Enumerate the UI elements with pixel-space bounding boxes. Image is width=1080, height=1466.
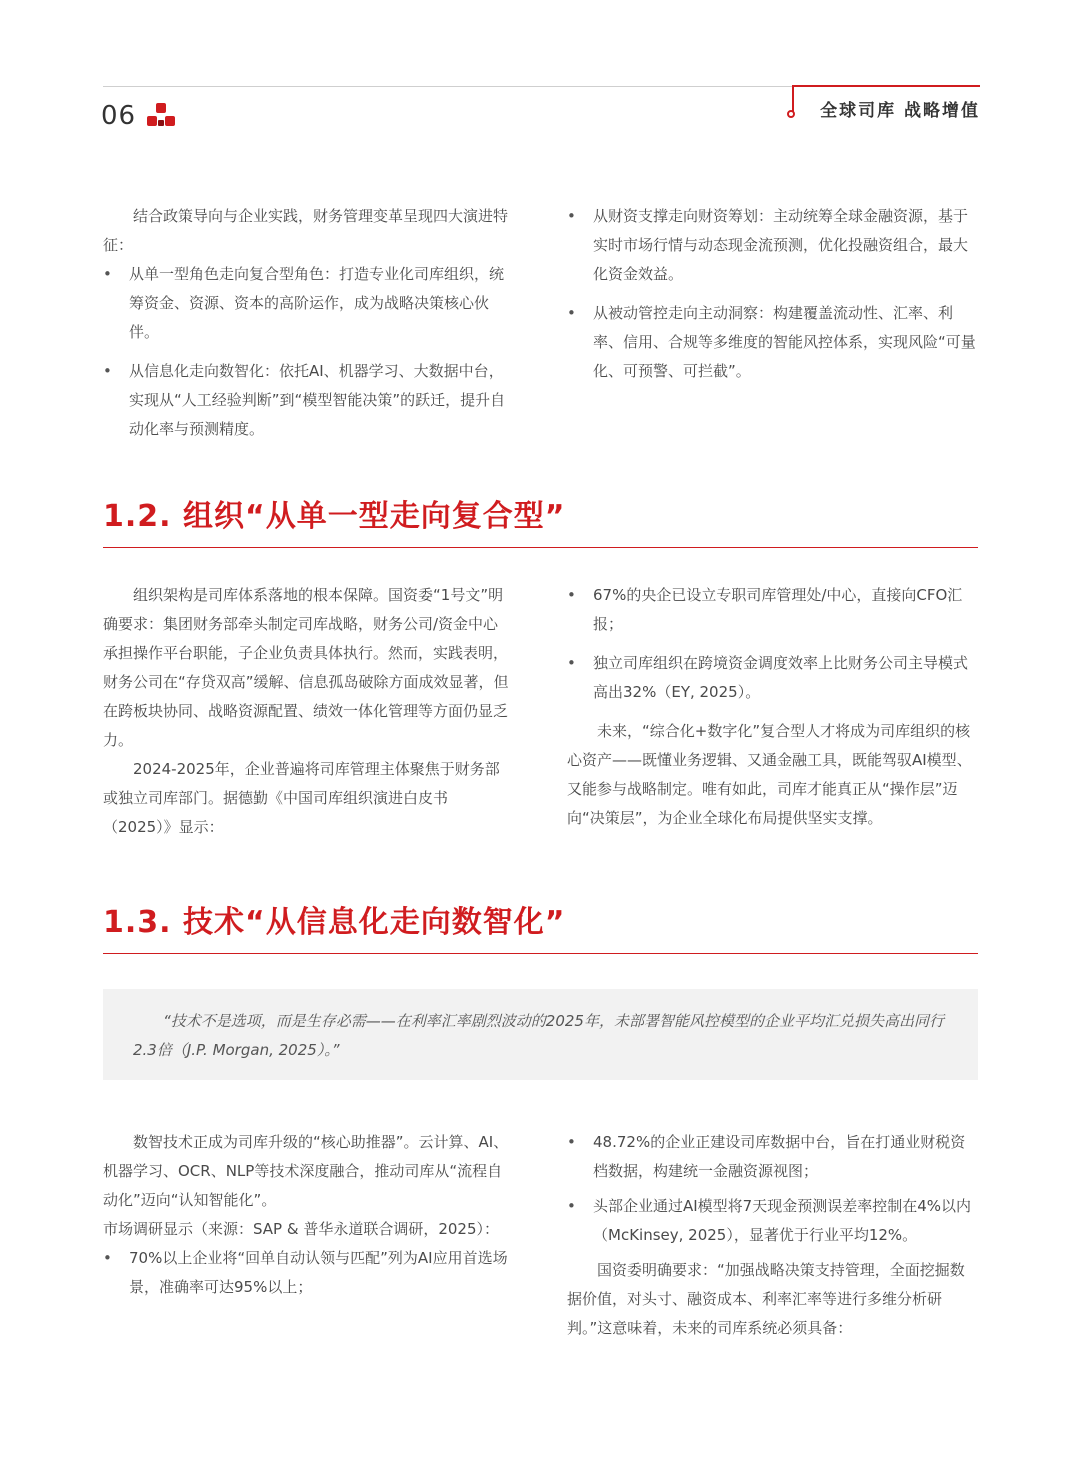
- section-title-1-2: 1.2. 组织“从单一型走向复合型”: [103, 499, 566, 534]
- paragraph: 数智技术正成为司库升级的“核心助推器”。云计算、AI、机器学习、OCR、NLP等技术深度融合，推动司库从“流程自动化”迈向“认知智能化”。: [103, 1133, 509, 1209]
- list-item: • 67%的央企已设立专职司库管理处/中心，直接向CFO汇报；: [567, 581, 979, 639]
- list-item: • 从信息化走向数智化：依托AI、机器学习、大数据中台，实现从“人工经验判断”到“模型智能决策”的跃迁，提升自动化率与预测精度。: [103, 357, 513, 444]
- list-item: • 从财资支撑走向财资筹划：主动统筹全球金融资源，基于实时市场行情与动态现金流预测，优化投融资组合，最大化资金效益。: [567, 202, 979, 289]
- section-1-2-left-column: [103, 581, 513, 842]
- paragraph: 未来，“综合化+数字化”复合型人才将成为司库组织的核心资产——既懂业务逻辑、又通金融工具，既能驾驭AI模型、又能参与战略制定。唯有如此，司库才能真正从“操作层”迈向“决策层”，为企业全球化布局提供坚实支撑。: [567, 722, 972, 827]
- header-bracket-dot: [787, 110, 795, 118]
- page-number: 06: [101, 101, 137, 131]
- section-1-3-left-column: [103, 1128, 513, 1302]
- section-title-1-3: 1.3. 技术“从信息化走向数智化”: [103, 905, 566, 940]
- section-rule: [103, 547, 978, 548]
- section-rule: [103, 953, 978, 954]
- survey-source: 市场调研显示（来源：SAP & 普华永道联合调研，2025）：: [103, 1220, 500, 1238]
- quote-text: “技术不是选项，而是生存必需——在利率汇率剧烈波动的2025年，未部署智能风控模型的企业平均汇兑损失高出同行2.3倍（J.P. Morgan, 2025）。”: [133, 1012, 944, 1059]
- header-title: 全球司库 战略增值: [820, 101, 980, 121]
- list-item: • 从单一型角色走向复合型角色：打造专业化司库组织，统筹资金、资源、资本的高阶运作，成为战略决策核心伙伴。: [103, 260, 513, 347]
- paragraph: 2024-2025年，企业普遍将司库管理主体聚焦于财务部或独立司库部门。据德勤《中国司库组织演进白皮书（2025）》显示：: [103, 760, 500, 836]
- quote-box: [103, 989, 978, 1080]
- list-item: • 从被动管控走向主动洞察：构建覆盖流动性、汇率、利率、信用、合规等多维度的智能风控体系，实现风险“可量化、可预警、可拦截”。: [567, 299, 979, 386]
- intro-lead: 结合政策导向与企业实践，财务管理变革呈现四大演进特征：: [103, 207, 509, 254]
- list-item: • 48.72%的企业正建设司库数据中台，旨在打通业财税资档数据，构建统一金融资源视图；: [567, 1128, 979, 1186]
- section-1-3-right-column: [567, 1128, 979, 1343]
- section-1-2-right-column: [567, 581, 979, 833]
- intro-right-column: [567, 202, 979, 386]
- list-item: • 独立司库组织在跨境资金调度效率上比财务公司主导模式高出32%（EY, 2025）。: [567, 649, 979, 707]
- list-item: • 70%以上企业将“回单自动认领与匹配”列为AI应用首选场景，准确率可达95%以上；: [103, 1244, 513, 1302]
- cubes-logo-icon: [146, 102, 176, 130]
- intro-left-column: [103, 202, 513, 444]
- list-item: • 头部企业通过AI模型将7天现金预测误差率控制在4%以内（McKinsey, 2025），显著优于行业平均12%。: [567, 1192, 979, 1250]
- paragraph: 组织架构是司库体系落地的根本保障。国资委“1号文”明确要求：集团财务部牵头制定司库战略，财务公司/资金中心承担操作平台职能，子企业负责具体执行。然而，实践表明，财务公司在“存贷双高”缓解、信息孤岛破除方面成效显著，但在跨板块协同、战略资源配置、绩效一体化管理等方面仍显乏力。: [103, 586, 509, 749]
- header-rule: [103, 86, 793, 87]
- paragraph: 国资委明确要求：“加强战略决策支持管理，全面挖掘数据价值，对头寸、融资成本、利率汇率等进行多维分析研判。”这意味着，未来的司库系统必须具备：: [567, 1261, 965, 1337]
